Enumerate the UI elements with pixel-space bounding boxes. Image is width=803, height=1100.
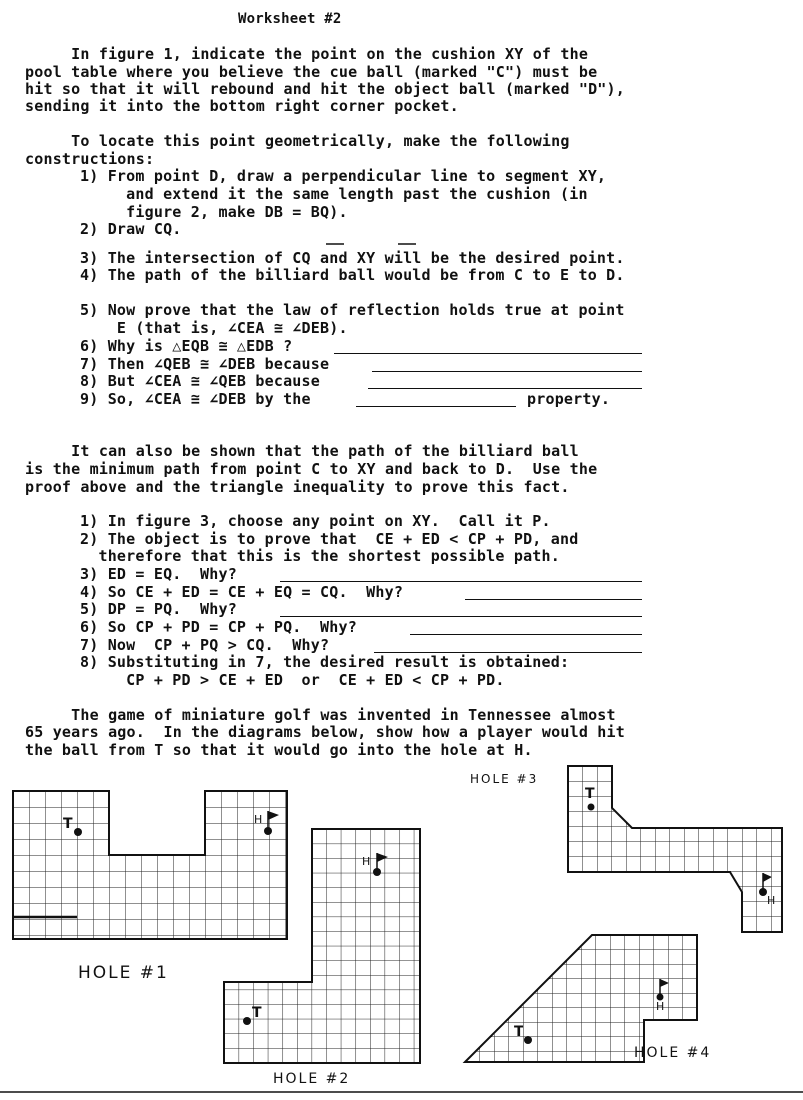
min-path-line: It can also be shown that the path of the billiard ball bbox=[25, 442, 579, 460]
construction-step: 2) Draw CQ. bbox=[80, 220, 182, 238]
property-label: property. bbox=[527, 390, 611, 408]
worksheet-title: Worksheet #2 bbox=[238, 11, 342, 27]
tee-marker bbox=[588, 804, 595, 811]
cup-label: H bbox=[767, 894, 776, 907]
proof-step: 8) But ∠CEA ≅ ∠QEB because bbox=[80, 372, 320, 390]
min-path-line: is the minimum path from point C to XY and back to D. Use the bbox=[25, 460, 598, 478]
golf-intro-line: The game of miniature golf was invented in Tennessee almost bbox=[25, 706, 616, 724]
tee-label: T bbox=[514, 1024, 524, 1040]
proof-step: CP + PD > CE + ED or CE + ED < CP + PD. bbox=[80, 671, 505, 689]
golf-intro-line: the ball from T so that it would go into the hole at H. bbox=[25, 741, 533, 759]
construction-step: 3) The intersection of CQ and XY will be the desired point. bbox=[80, 249, 625, 267]
hole-3-label: HOLE #3 bbox=[470, 772, 539, 786]
construct-intro-line: To locate this point geometrically, make the following bbox=[25, 132, 570, 150]
proof-step: 6) So CP + PD = CP + PQ. Why? bbox=[80, 618, 357, 636]
proof-step: 1) In figure 3, choose any point on XY. Call it P. bbox=[80, 512, 551, 530]
tee-label: T bbox=[585, 786, 595, 802]
proof-step: 7) Then ∠QEB ≅ ∠DEB because bbox=[80, 355, 330, 373]
proof-step: 6) Why is △EQB ≅ △EDB ? bbox=[80, 337, 293, 355]
cup-label: H bbox=[362, 855, 371, 868]
proof-step: 7) Now CP + PQ > CQ. Why? bbox=[80, 636, 330, 654]
intro-line: hit so that it will rebound and hit the object ball (marked "D"), bbox=[25, 80, 625, 98]
intro-line: In figure 1, indicate the point on the cushion XY of the bbox=[25, 45, 589, 63]
construct-intro-line: constructions: bbox=[25, 150, 155, 168]
proof-step: 3) ED = EQ. Why? bbox=[80, 565, 237, 583]
construction-step: 1) From point D, draw a perpendicular line to segment XY, bbox=[80, 167, 607, 185]
construction-step: 4) The path of the billiard ball would be from C to E to D. bbox=[80, 266, 625, 284]
min-path-line: proof above and the triangle inequality to prove this fact. bbox=[25, 478, 570, 496]
cup-label: H bbox=[656, 1000, 665, 1013]
proof-step: 9) So, ∠CEA ≅ ∠DEB by the bbox=[80, 390, 311, 408]
proof-step: 5) DP = PQ. Why? bbox=[80, 600, 237, 618]
tee-marker bbox=[524, 1036, 532, 1044]
hole-1-label: HOLE #1 bbox=[78, 963, 169, 983]
intro-line: pool table where you believe the cue ball (marked "C") must be bbox=[25, 63, 598, 81]
proof-step: 2) The object is to prove that CE + ED < CP + PD, and bbox=[80, 530, 579, 548]
cup-label: H bbox=[254, 813, 263, 826]
proof-step: therefore that this is the shortest possible path. bbox=[80, 547, 560, 565]
tee-marker bbox=[74, 828, 82, 836]
hole-3-diagram bbox=[565, 762, 787, 937]
proof-step: E (that is, ∠CEA ≅ ∠DEB). bbox=[80, 319, 348, 337]
hole-2-label: HOLE #2 bbox=[273, 1071, 351, 1087]
construction-step: figure 2, make DB = BQ). bbox=[80, 203, 348, 221]
construction-step: and extend it the same length past the cushion (in bbox=[80, 185, 588, 203]
intro-line: sending it into the bottom right corner pocket. bbox=[25, 97, 459, 115]
tee-marker bbox=[243, 1017, 251, 1025]
hole-4-label: HOLE #4 bbox=[634, 1045, 712, 1061]
tee-label: T bbox=[252, 1005, 262, 1021]
tee-label: T bbox=[63, 816, 73, 832]
golf-intro-line: 65 years ago. In the diagrams below, show how a player would hit bbox=[25, 723, 625, 741]
proof-step: 4) So CE + ED = CE + EQ = CQ. Why? bbox=[80, 583, 404, 601]
proof-step: 8) Substituting in 7, the desired result is obtained: bbox=[80, 653, 570, 671]
hole-1-diagram bbox=[0, 780, 300, 950]
proof-step: 5) Now prove that the law of reflection holds true at point bbox=[80, 301, 625, 319]
